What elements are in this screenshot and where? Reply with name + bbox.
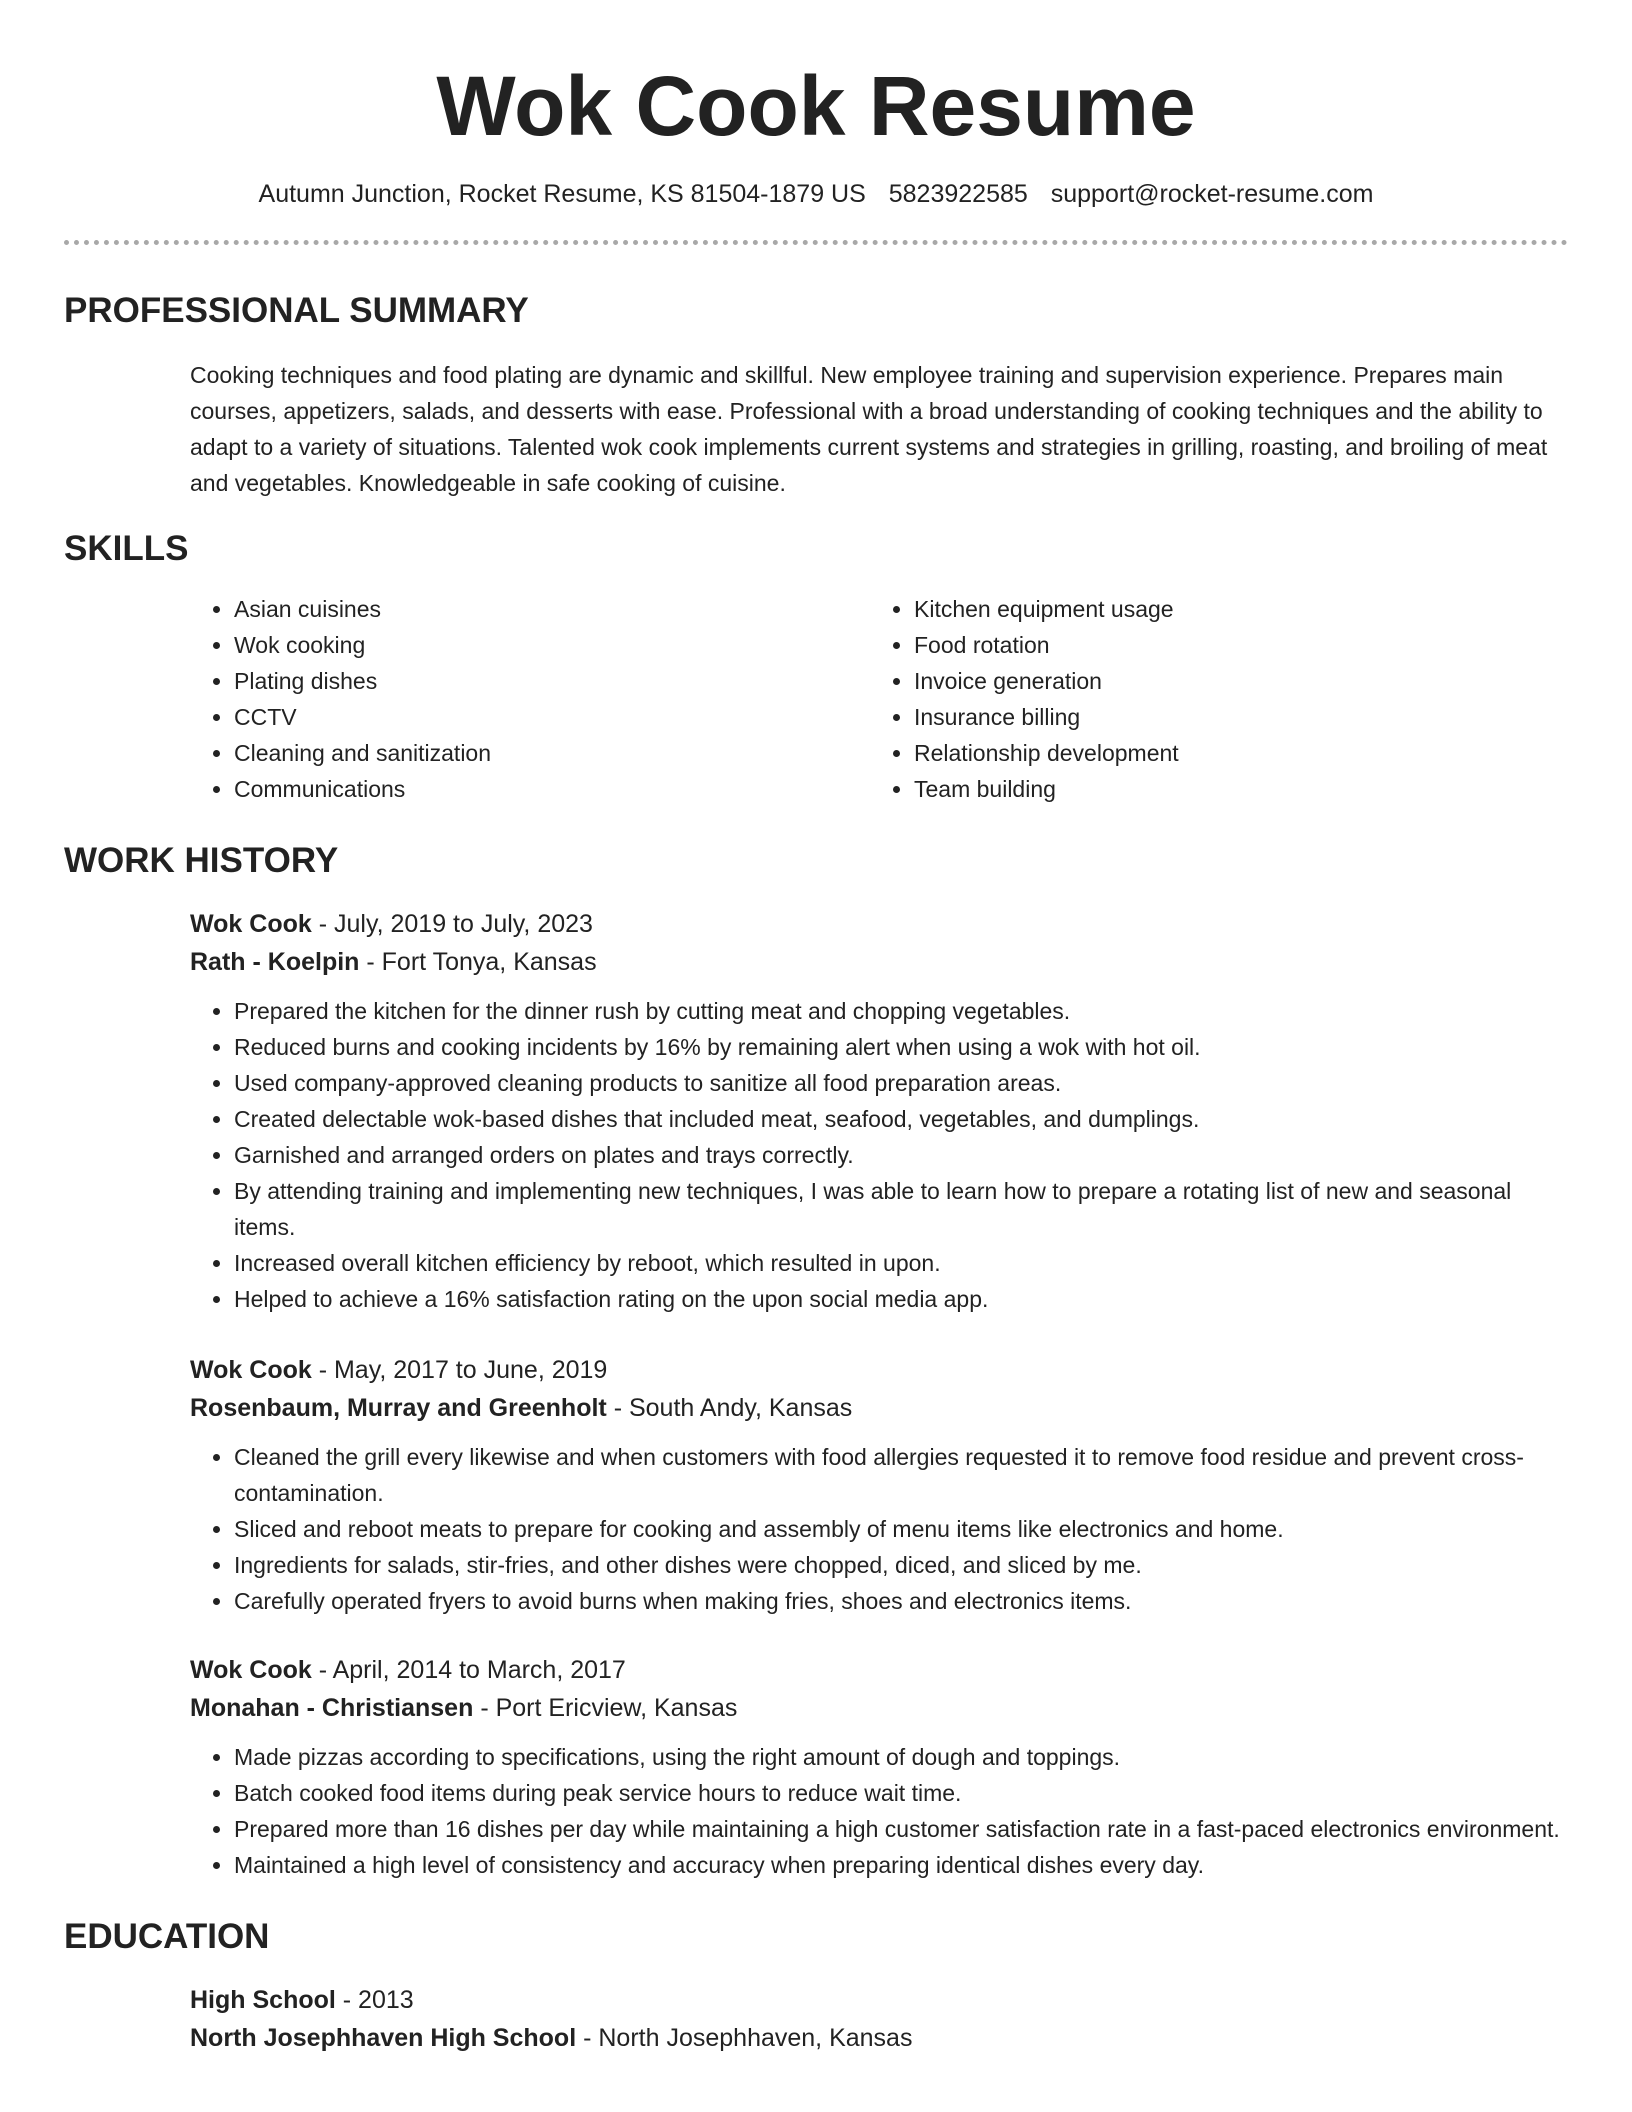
job-company: Rath - Koelpin bbox=[190, 948, 360, 976]
job-bullet: • Ingredients for salads, stir-fries, and other dishes were chopped, diced, and sliced by me. bbox=[234, 1547, 1568, 1583]
job-company: Rosenbaum, Murray and Greenholt bbox=[190, 1394, 607, 1422]
job-dates: - April, 2014 to March, 2017 bbox=[311, 1656, 626, 1684]
job-location: - Port Ericview, Kansas bbox=[473, 1694, 738, 1722]
job-bullet: • Reduced burns and cooking incidents by 16% by remaining alert when using a wok with hot oil. bbox=[234, 1029, 1568, 1065]
job-bullet: • Garnished and arranged orders on plates and trays correctly. bbox=[234, 1137, 1568, 1173]
job-bullet: • Helped to achieve a 16% satisfaction rating on the upon social media app. bbox=[234, 1281, 1568, 1317]
education-degree: High School bbox=[190, 1986, 336, 2014]
job-bullet: • Prepared more than 16 dishes per day while maintaining a high customer satisfaction rate in a fast-paced electronics environment. bbox=[234, 1811, 1568, 1847]
job-entry bbox=[190, 1651, 1568, 1883]
job-location: - Fort Tonya, Kansas bbox=[359, 948, 597, 976]
job-bullet: • By attending training and implementing new techniques, I was able to learn how to prepare a rotating list of new and seasonal items. bbox=[234, 1173, 1568, 1245]
job-bullets bbox=[190, 1439, 1568, 1619]
contact-email: support@rocket-resume.com bbox=[1050, 180, 1374, 208]
contact-line bbox=[64, 178, 1568, 210]
skills-list bbox=[190, 591, 1568, 807]
job-role: Wok Cook bbox=[190, 1656, 312, 1684]
job-company-line bbox=[190, 1389, 1568, 1427]
skill-item: • Communications bbox=[234, 771, 870, 807]
job-entry bbox=[190, 1351, 1568, 1619]
job-company: Monahan - Christiansen bbox=[190, 1694, 474, 1722]
job-location: - South Andy, Kansas bbox=[606, 1394, 853, 1422]
contact-address: Autumn Junction, Rocket Resume, KS 81504-1879 US bbox=[258, 180, 866, 208]
job-title-line bbox=[190, 1351, 1568, 1389]
skill-item: • Asian cuisines bbox=[234, 591, 870, 627]
job-bullet: • Maintained a high level of consistency and accuracy when preparing identical dishes every day. bbox=[234, 1847, 1568, 1883]
header-divider bbox=[64, 240, 1568, 245]
job-bullets bbox=[190, 993, 1568, 1317]
skill-item: • Cleaning and sanitization bbox=[234, 735, 870, 771]
skill-item: • Kitchen equipment usage bbox=[914, 591, 1179, 627]
job-title-line bbox=[190, 1651, 1568, 1689]
job-bullet: • Carefully operated fryers to avoid burns when making fries, shoes and electronics items. bbox=[234, 1583, 1568, 1619]
skill-item: • Team building bbox=[914, 771, 1179, 807]
skill-item: • Plating dishes bbox=[234, 663, 870, 699]
skills-column-right bbox=[870, 591, 1179, 807]
education-degree-line bbox=[190, 1981, 1568, 2019]
job-bullet: • Increased overall kitchen efficiency by reboot, which resulted in upon. bbox=[234, 1245, 1568, 1281]
skill-item: • Food rotation bbox=[914, 627, 1179, 663]
job-dates: - May, 2017 to June, 2019 bbox=[311, 1356, 608, 1384]
job-bullet: • Created delectable wok-based dishes that included meat, seafood, vegetables, and dumplings. bbox=[234, 1101, 1568, 1137]
education-location: - North Josephhaven, Kansas bbox=[576, 2024, 913, 2052]
job-company-line bbox=[190, 1689, 1568, 1727]
job-bullets bbox=[190, 1739, 1568, 1883]
summary-text: Cooking techniques and food plating are dynamic and skillful. New employee training and supervision experience. Prepares main courses, appetizers, salads, and desserts with ease. Professional with a broad understanding of cooking techniques and the ability to adapt to a variety of situations. Talented wok cook implements current systems and strategies in grilling, roasting, and broiling of meat and vegetables. Knowledgeable in safe cooking of cuisine. bbox=[190, 362, 1548, 496]
skill-item: • Relationship development bbox=[914, 735, 1179, 771]
job-role: Wok Cook bbox=[190, 1356, 312, 1384]
education-year: - 2013 bbox=[335, 1986, 414, 2014]
job-title-line bbox=[190, 905, 1568, 943]
job-bullet: • Prepared the kitchen for the dinner rush by cutting meat and chopping vegetables. bbox=[234, 993, 1568, 1029]
skills-column-left bbox=[190, 591, 870, 807]
job-bullet: • Used company-approved cleaning products to sanitize all food preparation areas. bbox=[234, 1065, 1568, 1101]
section-title-education: EDUCATION bbox=[64, 1917, 270, 1956]
skill-item: • Invoice generation bbox=[914, 663, 1179, 699]
job-bullet: • Sliced and reboot meats to prepare for cooking and assembly of menu items like electronics and home. bbox=[234, 1511, 1568, 1547]
section-title-summary: PROFESSIONAL SUMMARY bbox=[64, 291, 529, 330]
job-bullet: • Made pizzas according to specifications, using the right amount of dough and toppings. bbox=[234, 1739, 1568, 1775]
education-school: North Josephhaven High School bbox=[190, 2024, 577, 2052]
education-entry bbox=[190, 1981, 1568, 2057]
job-bullet: • Cleaned the grill every likewise and when customers with food allergies requested it to remove food residue and prevent cross-contamination. bbox=[234, 1439, 1568, 1511]
skill-item: • Insurance billing bbox=[914, 699, 1179, 735]
job-dates: - July, 2019 to July, 2023 bbox=[311, 910, 593, 938]
education-school-line bbox=[190, 2019, 1568, 2057]
section-title-skills: SKILLS bbox=[64, 529, 189, 568]
job-role: Wok Cook bbox=[190, 910, 312, 938]
job-entry bbox=[190, 905, 1568, 1317]
skill-item: • CCTV bbox=[234, 699, 870, 735]
skill-item: • Wok cooking bbox=[234, 627, 870, 663]
job-bullet: • Batch cooked food items during peak service hours to reduce wait time. bbox=[234, 1775, 1568, 1811]
job-company-line bbox=[190, 943, 1568, 981]
contact-phone: 5823922585 bbox=[888, 180, 1028, 208]
section-title-work-history: WORK HISTORY bbox=[64, 841, 339, 880]
resume-title: Wok Cook Resume bbox=[436, 59, 1196, 153]
